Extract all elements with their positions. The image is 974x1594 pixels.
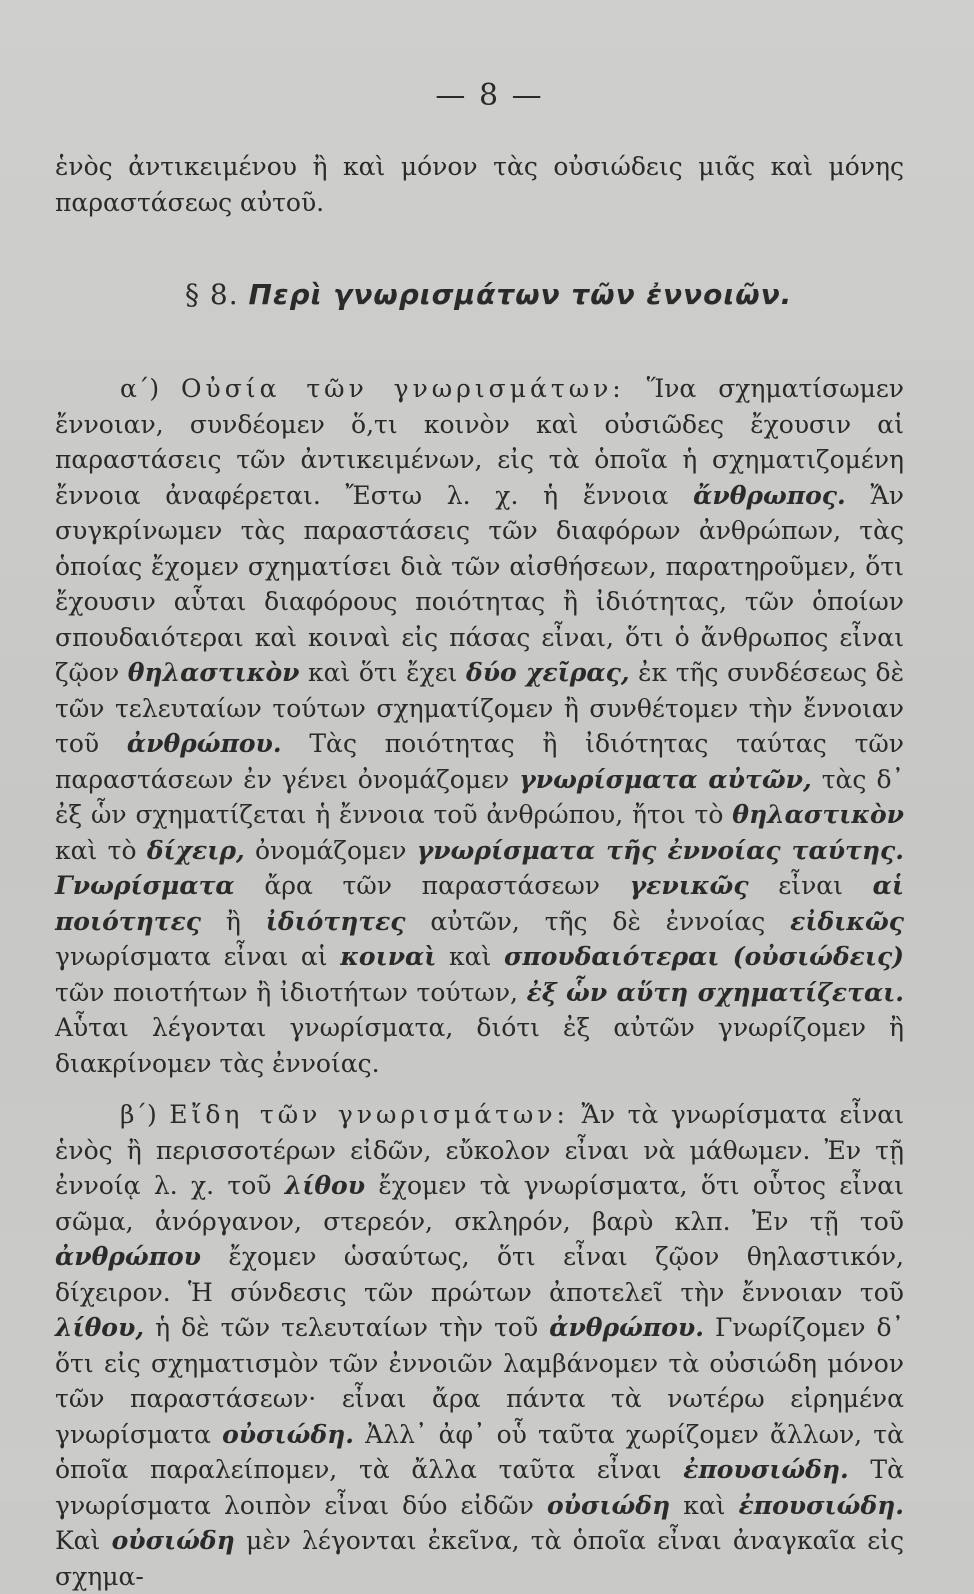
emphasized-term: ἐπουσιώδη. [738,1490,905,1520]
section-a-label: α΄) [120,374,160,403]
emphasized-term: δύο χεῖρας, [466,658,630,687]
emphasized-term: γνωρίσματα τῆς ἐννοίας ταύτης. [416,835,904,865]
paragraph-section-a [55,371,904,1081]
section-b-title: Εἴδη τῶν γνωρισμάτων: [169,1100,569,1129]
page-number: — 8 — [435,78,544,113]
emphasized-term: Γνωρίσματα [55,871,235,900]
emphasized-term: κοιναὶ [340,942,437,971]
section-a-body: Ἵνα σχηματίσωμεν ἔννοιαν, συνδέομεν ὅ,τι κοινὸν καὶ οὐσιῶδες ἔχουσιν αἱ παραστάσεις τῶν ἀντικειμένων, εἰς τὰ ὁποῖα ἡ σχηματιζομένη ἔννοια ἀναφέρεται. Ἔστω λ. χ. ἡ ἔννοια ἄνθρωπος. Ἄν συγκρίνωμεν τὰς παραστάσεις τῶν διαφόρων ἀνθρώπων, τὰς ὁποίας ἔχομεν σχηματίσει διὰ τῶν αἰσθήσεων, παρατηροῦμεν, ὅτι ἔχουσιν αὗται διαφόρους ποιότητας ἢ ἰδιότητας, τῶν ὁποίων σπουδαιότεραι καὶ κοιναὶ εἰς πάσας εἶναι, ὅτι ὁ ἄνθρωπος εἶναι ζῷον θηλαστικὸν καὶ ὅτι ἔχει δύο χεῖρας, ἐκ τῆς συνδέσεως δὲ τῶν τελευταίων τούτων σχηματίζομεν ἢ συνθέτομεν τὴν ἔννοιαν τοῦ ἀνθρώπου. Τὰς ποιότητας ἢ ἰδιότητας ταύτας τῶν παραστάσεων ἐν γένει ὀνομάζομεν γνωρίσματα αὐτῶν, τὰς δ᾽ ἐξ ὧν σχηματίζεται ἡ ἔννοια τοῦ ἀνθρώπου, ἤτοι τὸ θηλαστικὸν καὶ τὸ δίχειρ, ὀνομάζομεν γνωρίσματα τῆς ἐννοίας ταύτης. Γνωρίσματα ἄρα τῶν παραστάσεων γενικῶς εἶναι αἱ ποιότητες ἢ ἰδιότητες αὐτῶν, τῆς δὲ ἐννοίας εἰδικῶς γνωρίσματα εἶναι αἱ κοιναὶ καὶ σπουδαιότεραι (οὐσιώδεις) τῶν ποιοτήτων ἢ ἰδιοτήτων τούτων, ἐξ ὧν αὕτη σχηματίζεται. Αὗται λέγονται γνωρίσματα, διότι ἐξ αὐτῶν γνωρίζομεν ἢ διακρίνομεν τὰς ἐννοίας. [55,374,905,1078]
emphasized-term: ἐξ ὧν αὕτη σχηματίζεται. [526,977,904,1007]
emphasized-term: θηλαστικὸν [732,800,904,829]
emphasized-term: δίχειρ, [146,835,245,865]
section-a-title: Οὐσία τῶν γνωρισμάτων: [181,374,625,403]
emphasized-term: ἀνθρώπου. [549,1313,704,1342]
emphasized-term: ἰδιότητες [265,906,406,936]
emphasized-term: γνωρίσματα αὐτῶν, [519,764,812,794]
emphasized-term: ἀνθρώπου. [126,729,282,758]
emphasized-term: λίθου, [55,1313,145,1342]
emphasized-term: γενικῶς [629,871,749,900]
emphasized-term: θηλαστικὸν [127,658,300,687]
emphasized-term: ἀνθρώπου [55,1242,202,1271]
section-mark: § 8. [185,278,239,311]
emphasized-term: σπουδαιότεραι (οὐσιώδεις) [503,942,905,971]
emphasized-term: ἐπουσιώδη. [683,1455,849,1484]
paragraph-gap [55,1081,904,1097]
section-b-body: Ἄν τὰ γνωρίσματα εἶναι ἑνὸς ἢ περισσοτέρων εἰδῶν, εὔκολον εἶναι νὰ μάθωμεν. Ἐν τῇ ἐννοίᾳ λ. χ. τοῦ λίθου ἔχομεν τὰ γνωρίσματα, ὅτι οὗτος εἶναι σῶμα, ἀνόργανον, στερεόν, σκληρόν, βαρὺ κλπ. Ἐν τῇ τοῦ ἀνθρώπου ἔχομεν ὡσαύτως, ὅτι εἶναι ζῷον θηλαστικόν, δίχειρον. Ἡ σύνδεσις τῶν πρώτων ἀποτελεῖ τὴν ἔννοιαν τοῦ λίθου, ἡ δὲ τῶν τελευταίων τὴν τοῦ ἀνθρώπου. Γνωρίζομεν δ᾽ ὅτι εἰς σχηματισμὸν τῶν ἐννοιῶν λαμβάνομεν τὰ οὐσιώδη μόνον τῶν παραστάσεων· εἶναι ἄρα πάντα τὰ νωτέρω εἰρημένα γνωρίσματα οὐσιώδη. Ἀλλ᾽ ἀφ᾽ οὗ ταῦτα χωρίζομεν ἄλλων, τὰ ὁποῖα παραλείπομεν, τὰ ἄλλα ταῦτα εἶναι ἐπουσιώδη. Τὰ γνωρίσματα λοιπὸν εἶναι δύο εἰδῶν οὐσιώδη καὶ ἐπουσιώδη. Καὶ οὐσιώδη μὲν λέγονται ἐκεῖνα, τὰ ὁποῖα εἶναι ἀναγκαῖα εἰς σχημα- [55,1100,905,1591]
paragraph-section-b [55,1097,904,1594]
emphasized-term: αἱ ποιότητες [55,871,905,936]
emphasized-term: οὐσιώδη [546,1490,671,1520]
emphasized-term: ἄνθρωπος. [693,480,846,510]
emphasized-term: εἰδικῶς [790,906,905,936]
emphasized-term: οὐσιώδη. [222,1419,355,1449]
emphasized-term: λίθου [284,1171,366,1200]
section-heading [185,278,904,311]
intro-paragraph: ἑνὸς ἀντικειμένου ἢ καὶ μόνον τὰς οὐσιώδεις μιᾶς καὶ μόνης παραστάσεως αὐτοῦ. [55,152,904,217]
section-title: Περὶ γνωρισμάτων τῶν ἐννοιῶν. [248,278,793,311]
section-b-label: β΄) [120,1100,157,1129]
emphasized-term: οὐσιώδη [111,1526,235,1555]
